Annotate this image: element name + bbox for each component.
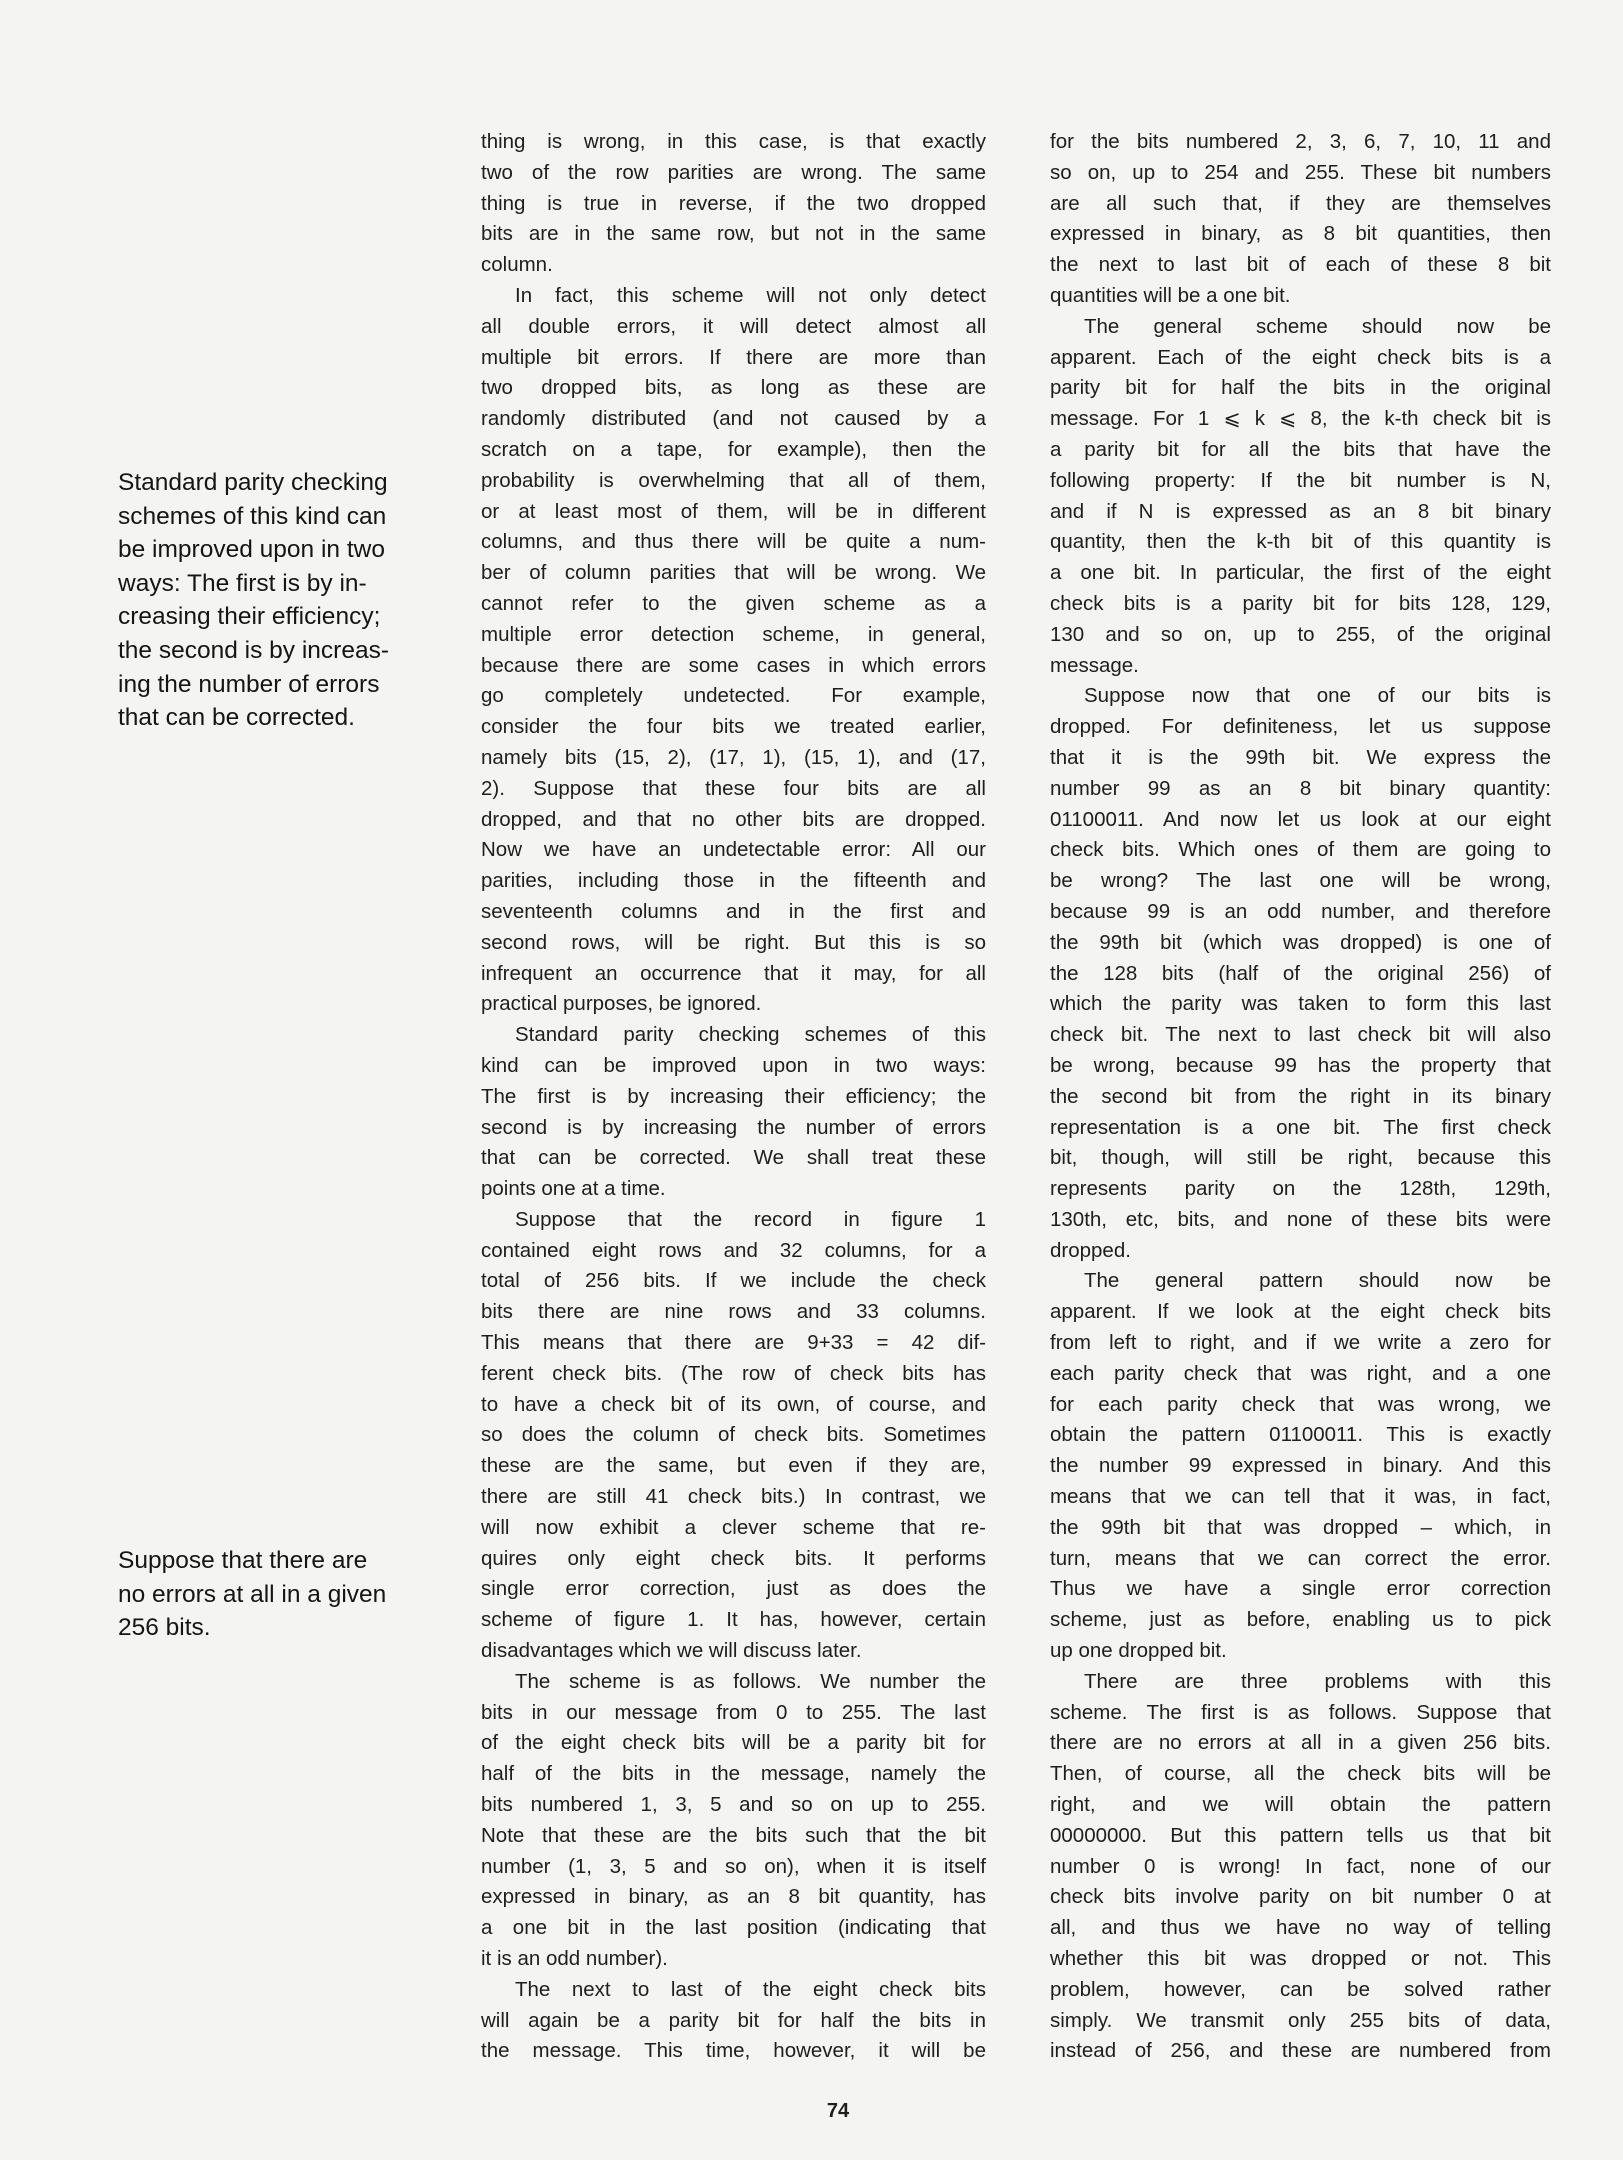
page-number: 74 bbox=[826, 2100, 850, 2122]
text-line: points one at a time. bbox=[481, 1177, 666, 1201]
text-line: seventeenth columns and in the first and bbox=[481, 899, 986, 923]
text-line: check bits. Which ones of them are going to bbox=[1050, 838, 1551, 862]
margin-note-no-errors bbox=[118, 1544, 408, 1645]
text-line: probability is overwhelming that all of them, bbox=[481, 468, 986, 492]
text-line: the 99th bit that was dropped – which, in bbox=[1050, 1515, 1551, 1539]
text-line: from left to right, and if we write a zero for bbox=[1050, 1331, 1551, 1355]
margin-note-line: ing the number of errors bbox=[118, 670, 380, 698]
margin-note-line: 256 bits. bbox=[118, 1614, 211, 1642]
margin-note-line: schemes of this kind can bbox=[118, 502, 387, 530]
text-line: check bits involve parity on bit number 0 at bbox=[1050, 1885, 1551, 1909]
margin-note-line: Suppose that there are bbox=[118, 1547, 368, 1574]
text-line: The scheme is as follows. We number the bbox=[515, 1669, 986, 1693]
text-line: number 99 as an 8 bit binary quantity: bbox=[1050, 776, 1551, 800]
text-line: dropped. For definiteness, let us suppose bbox=[1050, 715, 1551, 739]
text-line: multiple error detection scheme, in general, bbox=[481, 622, 986, 646]
text-line: Suppose now that one of our bits is bbox=[1084, 684, 1551, 708]
text-line: check bit. The next to last check bit will also bbox=[1050, 1023, 1551, 1047]
text-line: the 99th bit (which was dropped) is one of bbox=[1050, 930, 1551, 954]
text-line: following property: If the bit number is N, bbox=[1050, 468, 1551, 492]
text-line: bits are in the same row, but not in the same bbox=[481, 222, 986, 246]
text-line: quantities will be a one bit. bbox=[1050, 283, 1291, 307]
text-line: parity bit for half the bits in the original bbox=[1050, 376, 1551, 400]
text-line: scratch on a tape, for example), then the bbox=[481, 437, 986, 461]
text-line: so does the column of check bits. Sometimes bbox=[481, 1423, 986, 1447]
text-line: ferent check bits. (The row of check bits has bbox=[481, 1361, 986, 1385]
text-line: simply. We transmit only 255 bits of data, bbox=[1050, 2008, 1551, 2032]
margin-note-line: ways: The first is by in- bbox=[118, 569, 367, 597]
paragraph bbox=[1050, 681, 1551, 1266]
text-line: quires only eight check bits. It performs bbox=[481, 1546, 986, 1570]
text-line: apparent. If we look at the eight check bits bbox=[1050, 1300, 1551, 1324]
text-line: thing is wrong, in this case, is that exactly bbox=[481, 130, 986, 153]
paragraph bbox=[1050, 1667, 1551, 2067]
text-line: randomly distributed (and not caused by a bbox=[481, 407, 986, 431]
text-line: will now exhibit a clever scheme that re- bbox=[481, 1515, 986, 1539]
text-line: apparent. Each of the eight check bits is a bbox=[1050, 345, 1551, 369]
text-line: the second bit from the right in its binary bbox=[1050, 1084, 1551, 1108]
text-line: There are three problems with this bbox=[1084, 1669, 1551, 1693]
text-column-right bbox=[1050, 127, 1551, 2067]
text-line: expressed in binary, as an 8 bit quantity, has bbox=[481, 1885, 986, 1909]
text-line: there are still 41 check bits.) In contrast, we bbox=[481, 1485, 986, 1509]
margin-note-parity-improvement bbox=[118, 466, 408, 735]
text-line: consider the four bits we treated earlier, bbox=[481, 715, 986, 739]
text-line: thing is true in reverse, if the two dropped bbox=[481, 191, 986, 215]
text-line: scheme, just as before, enabling us to pick bbox=[1050, 1608, 1551, 1632]
text-line: Standard parity checking schemes of this bbox=[515, 1023, 986, 1047]
text-line: The general scheme should now be bbox=[1084, 314, 1551, 338]
text-line: column. bbox=[481, 253, 553, 277]
text-line: be wrong, because 99 has the property that bbox=[1050, 1053, 1551, 1077]
text-line: disadvantages which we will discuss later. bbox=[481, 1639, 862, 1663]
text-line: Then, of course, all the check bits will be bbox=[1050, 1762, 1551, 1786]
margin-note-line: no errors at all in a given bbox=[118, 1580, 387, 1608]
text-line: second is by increasing the number of errors bbox=[481, 1115, 986, 1139]
text-line: a one bit in the last position (indicating that bbox=[481, 1916, 986, 1940]
paragraph bbox=[481, 127, 986, 281]
text-line: parities, including those in the fifteenth and bbox=[481, 869, 986, 893]
text-line: single error correction, just as does the bbox=[481, 1577, 986, 1601]
text-line: message. For 1 ⩽ k ⩽ 8, the k-th check bit is bbox=[1050, 407, 1551, 431]
text-line: multiple bit errors. If there are more than bbox=[481, 345, 986, 369]
text-line: Thus we have a single error correction bbox=[1050, 1577, 1551, 1601]
text-line: that it is the 99th bit. We express the bbox=[1050, 745, 1551, 769]
text-line: two dropped bits, as long as these are bbox=[481, 376, 986, 400]
margin-note-line: the second is by increas- bbox=[118, 636, 389, 664]
text-line: up one dropped bit. bbox=[1050, 1639, 1227, 1663]
text-line: of the eight check bits will be a parity bit for bbox=[481, 1731, 986, 1755]
text-line: dropped. bbox=[1050, 1238, 1131, 1262]
text-line: practical purposes, be ignored. bbox=[481, 992, 762, 1016]
text-line: represents parity on the 128th, 129th, bbox=[1050, 1177, 1551, 1201]
text-line: or at least most of them, will be in different bbox=[481, 499, 986, 523]
text-line: that can be corrected. We shall treat these bbox=[481, 1146, 986, 1170]
text-line: bits there are nine rows and 33 columns. bbox=[481, 1300, 986, 1324]
text-line: 2). Suppose that these four bits are all bbox=[481, 776, 986, 800]
paragraph bbox=[1050, 127, 1551, 312]
text-line: The general pattern should now be bbox=[1084, 1269, 1551, 1293]
text-line: the 128 bits (half of the original 256) of bbox=[1050, 961, 1551, 985]
text-line: instead of 256, and these are numbered from bbox=[1050, 2039, 1551, 2063]
text-line: a parity bit for all the bits that have the bbox=[1050, 437, 1551, 461]
text-line: representation is a one bit. The first check bbox=[1050, 1115, 1551, 1139]
margin-note-line: that can be corrected. bbox=[118, 704, 355, 732]
text-line: number (1, 3, 5 and so on), when it is itself bbox=[481, 1854, 986, 1878]
text-line: columns, and thus there will be quite a num- bbox=[481, 530, 986, 554]
text-line: will again be a parity bit for half the bits in bbox=[481, 2008, 986, 2032]
text-line: 00000000. But this pattern tells us that bit bbox=[1050, 1823, 1551, 1847]
text-line: total of 256 bits. If we include the check bbox=[481, 1269, 986, 1293]
text-line: all, and thus we have no way of telling bbox=[1050, 1916, 1551, 1940]
paragraph bbox=[1050, 1266, 1551, 1666]
text-line: a one bit. In particular, the first of the eight bbox=[1050, 561, 1551, 585]
text-line: namely bits (15, 2), (17, 1), (15, 1), and (17, bbox=[481, 745, 986, 769]
text-line: which the parity was taken to form this last bbox=[1050, 992, 1551, 1016]
text-line: for the bits numbered 2, 3, 6, 7, 10, 11 and bbox=[1050, 130, 1551, 153]
text-line: infrequent an occurrence that it may, for all bbox=[481, 961, 986, 985]
text-line: half of the bits in the message, namely the bbox=[481, 1762, 986, 1786]
text-line: scheme. The first is as follows. Suppose that bbox=[1050, 1700, 1551, 1724]
text-line: 01100011. And now let us look at our eight bbox=[1050, 807, 1551, 831]
text-line: Suppose that the record in figure 1 bbox=[515, 1207, 986, 1231]
text-line: This means that there are 9+33 = 42 dif- bbox=[481, 1331, 986, 1355]
text-line: and if N is expressed as an 8 bit binary bbox=[1050, 499, 1551, 523]
text-line: obtain the pattern 01100011. This is exactly bbox=[1050, 1423, 1551, 1447]
text-line: expressed in binary, as 8 bit quantities, then bbox=[1050, 222, 1551, 246]
text-line: because 99 is an odd number, and therefore bbox=[1050, 899, 1551, 923]
paragraph bbox=[481, 281, 986, 1020]
text-line: for each parity check that was wrong, we bbox=[1050, 1392, 1551, 1416]
text-line: each parity check that was right, and a one bbox=[1050, 1361, 1551, 1385]
text-line: because there are some cases in which errors bbox=[481, 653, 986, 677]
text-line: The next to last of the eight check bits bbox=[515, 1977, 986, 2001]
paragraph bbox=[481, 1205, 986, 1667]
text-line: kind can be improved upon in two ways: bbox=[481, 1053, 986, 1077]
text-column-left bbox=[481, 127, 986, 2067]
text-line: bits in our message from 0 to 255. The last bbox=[481, 1700, 986, 1724]
text-line: bit, though, will still be right, because this bbox=[1050, 1146, 1551, 1170]
paragraph bbox=[481, 1020, 986, 1205]
text-line: contained eight rows and 32 columns, for a bbox=[481, 1238, 986, 1262]
text-line: the message. This time, however, it will be bbox=[481, 2039, 986, 2063]
text-line: the next to last bit of each of these 8 bit bbox=[1050, 253, 1551, 277]
text-line: second rows, will be right. But this is so bbox=[481, 930, 986, 954]
text-line: so on, up to 254 and 255. These bit numbers bbox=[1050, 160, 1551, 184]
margin-note-line: be improved upon in two bbox=[118, 536, 385, 564]
text-line: go completely undetected. For example, bbox=[481, 684, 986, 708]
margin-note-line: creasing their efficiency; bbox=[118, 603, 381, 631]
text-line: whether this bit was dropped or not. This bbox=[1050, 1947, 1551, 1971]
text-line: Note that these are the bits such that the bit bbox=[481, 1823, 986, 1847]
text-line: In fact, this scheme will not only detect bbox=[515, 283, 986, 307]
text-line: 130 and so on, up to 255, of the original bbox=[1050, 622, 1551, 646]
text-line: there are no errors at all in a given 256 bits. bbox=[1050, 1731, 1551, 1755]
text-line: these are the same, but even if they are, bbox=[481, 1454, 986, 1478]
text-line: turn, means that we can correct the error. bbox=[1050, 1546, 1551, 1570]
text-line: means that we can tell that it was, in fact, bbox=[1050, 1485, 1551, 1509]
paragraph bbox=[481, 1975, 986, 2067]
margin-note-line: Standard parity checking bbox=[118, 469, 388, 496]
text-line: bits numbered 1, 3, 5 and so on up to 255. bbox=[481, 1793, 986, 1817]
text-line: 130th, etc, bits, and none of these bits were bbox=[1050, 1207, 1551, 1231]
text-line: be wrong? The last one will be wrong, bbox=[1050, 869, 1551, 893]
text-line: Now we have an undetectable error: All our bbox=[481, 838, 986, 862]
text-line: The first is by increasing their efficiency; the bbox=[481, 1084, 986, 1108]
text-line: all double errors, it will detect almost all bbox=[481, 314, 986, 338]
text-line: it is an odd number). bbox=[481, 1947, 668, 1971]
text-line: message. bbox=[1050, 653, 1139, 677]
text-line: number 0 is wrong! In fact, none of our bbox=[1050, 1854, 1551, 1878]
text-line: ber of column parities that will be wrong. We bbox=[481, 561, 986, 585]
text-line: quantity, then the k-th bit of this quantity is bbox=[1050, 530, 1551, 554]
text-line: to have a check bit of its own, of course, and bbox=[481, 1392, 986, 1416]
text-line: right, and we will obtain the pattern bbox=[1050, 1793, 1551, 1817]
text-line: scheme of figure 1. It has, however, certain bbox=[481, 1608, 986, 1632]
text-line: two of the row parities are wrong. The same bbox=[481, 160, 986, 184]
text-line: dropped, and that no other bits are dropped. bbox=[481, 807, 986, 831]
paragraph bbox=[1050, 312, 1551, 682]
text-line: are all such that, if they are themselves bbox=[1050, 191, 1551, 215]
text-line: the number 99 expressed in binary. And this bbox=[1050, 1454, 1551, 1478]
text-line: problem, however, can be solved rather bbox=[1050, 1977, 1551, 2001]
text-line: cannot refer to the given scheme as a bbox=[481, 591, 986, 615]
text-line: check bits is a parity bit for bits 128, 129, bbox=[1050, 591, 1551, 615]
paragraph bbox=[481, 1667, 986, 1975]
